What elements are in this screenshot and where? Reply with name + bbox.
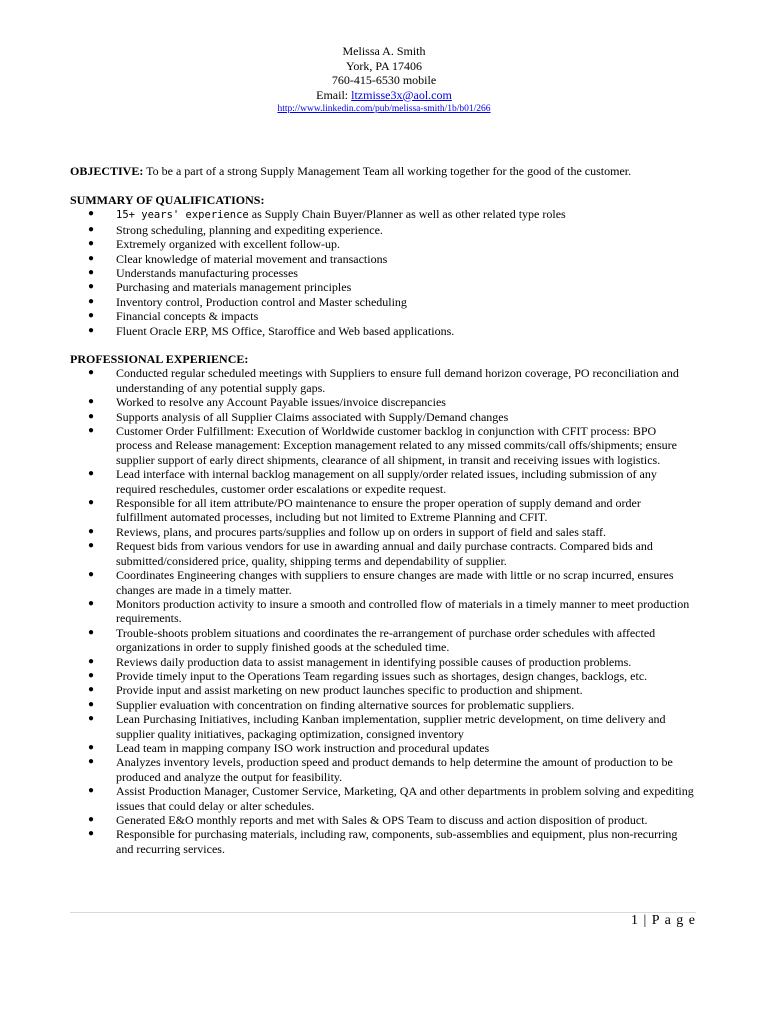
- list-item-text: Customer Order Fulfillment: Execution of Worldwide customer backlog in conjunction with CFIT process: BPO process and Release management: Exception management related to any missed commits/call offs/shipments; ensure supplier support of early direct shipments, clearance of all shipment, in transit and receiving issues with logistics.: [116, 424, 677, 467]
- bullet-icon: ●: [88, 281, 95, 293]
- list-item: [70, 741, 695, 755]
- bullet-icon: ●: [88, 713, 95, 725]
- bullet-icon: ●: [88, 324, 95, 336]
- list-item: [70, 324, 710, 338]
- list-item-text: Reviews daily production data to assist management in identifying possible causes of production problems.: [116, 654, 632, 669]
- list-item: [70, 410, 695, 424]
- list-item: [70, 597, 695, 626]
- resume-header: [0, 44, 768, 115]
- bullet-icon: ●: [88, 367, 95, 379]
- footer-divider: [70, 912, 696, 913]
- list-item-text: Reviews, plans, and procures parts/supplies and follow up on orders in support of field and sales staff.: [116, 524, 607, 539]
- list-item: [70, 539, 695, 568]
- list-item-text: Supplier evaluation with concentration on finding alternative sources for problematic suppliers.: [116, 697, 575, 712]
- list-item: [70, 669, 695, 683]
- list-item: [70, 568, 695, 597]
- bullet-icon: ●: [88, 669, 95, 681]
- objective-section: [70, 164, 710, 178]
- list-item-text: Extremely organized with excellent follow-up.: [116, 237, 341, 252]
- candidate-location: York, PA 17406: [345, 58, 423, 73]
- list-item: [70, 626, 695, 655]
- bullet-icon: ●: [88, 698, 95, 710]
- list-item-text: Conducted regular scheduled meetings with Suppliers to ensure full demand horizon coverage, PO reconciliation and understanding of any potential supply gaps.: [116, 366, 679, 395]
- bullet-icon: ●: [88, 626, 95, 638]
- experience-years: 15+ years' experience: [116, 209, 249, 222]
- list-item-text: Analyzes inventory levels, production speed and product demands to help determine the amount of production to be produced and analyze the output for feasibility.: [116, 755, 673, 784]
- bullet-icon: ●: [88, 497, 95, 509]
- list-item: [70, 683, 695, 697]
- list-item-text: Worked to resolve any Account Payable issues/invoice discrepancies: [116, 395, 446, 410]
- list-item-text: Assist Production Manager, Customer Service, Marketing, QA and other departments in problem solving and expediting issues that could delay or alter schedules.: [116, 784, 694, 813]
- list-item-text: Fluent Oracle ERP, MS Office, Staroffice and Web based applications.: [116, 323, 455, 338]
- list-item: [70, 496, 695, 525]
- list-item-text: Financial concepts & impacts: [116, 309, 259, 324]
- bullet-icon: ●: [88, 310, 95, 322]
- list-item: [70, 424, 695, 467]
- experience-section: [70, 352, 695, 856]
- list-item-text: Lead interface with internal backlog management on all supply/order related issues, including submission of any required reschedules, customer order escalations or expedite request.: [116, 467, 657, 496]
- summary-section: [70, 193, 710, 338]
- list-item-text: Lean Purchasing Initiatives, including Kanban implementation, supplier metric development, on time delivery and supplier quality initiatives, packaging optimization, consigned inventory: [116, 712, 666, 741]
- list-item-text: Provide timely input to the Operations Team regarding issues such as shortages, design changes, backlogs, etc.: [116, 668, 648, 683]
- bullet-icon: ●: [88, 525, 95, 537]
- bullet-icon: ●: [88, 252, 95, 264]
- list-item-text: Request bids from various vendors for use in awarding annual and daily purchase contracts. Compared bids and submitted/considered price, quality, shipping terms and dependability of supplier.: [116, 539, 653, 568]
- list-item: [70, 266, 710, 280]
- linkedin-line: [0, 103, 768, 115]
- bullet-icon: ●: [88, 295, 95, 307]
- summary-items: [70, 223, 710, 338]
- bullet-icon: ●: [88, 540, 95, 552]
- list-item-text: Purchasing and materials management principles: [116, 280, 352, 295]
- bullet-icon: ●: [88, 655, 95, 667]
- objective-text: To be a part of a strong Supply Management Team all working together for the good of the customer.: [143, 164, 632, 178]
- list-item: [70, 366, 695, 395]
- bullet-icon: ●: [88, 785, 95, 797]
- page-number: 1 | P a g e: [631, 913, 696, 928]
- linkedin-link[interactable]: http://www.linkedin.com/pub/melissa-smith/1b/b01/266: [277, 104, 491, 114]
- list-item-text: Understands manufacturing processes: [116, 266, 298, 281]
- list-item: [70, 237, 710, 251]
- list-item-text: Inventory control, Production control and Master scheduling: [116, 294, 407, 309]
- bullet-icon: ●: [88, 597, 95, 609]
- bullet-icon: ●: [88, 828, 95, 840]
- list-item: [70, 655, 695, 669]
- list-item: [70, 395, 695, 409]
- candidate-phone: 760-415-6530 mobile: [331, 73, 437, 87]
- list-item-text: Responsible for all item attribute/PO maintenance to ensure the proper operation of supply demand and order fulfillment automated processes, including but not limited to Extreme Planning and CFIT.: [116, 496, 641, 525]
- candidate-name: Melissa A. Smith: [342, 44, 426, 58]
- list-item-text: Responsible for purchasing materials, including raw, components, sub-assemblies and equipment, plus non-recurring and recurring services.: [116, 827, 678, 856]
- list-item: [70, 784, 695, 813]
- bullet-icon: ●: [88, 569, 95, 581]
- list-item-text: as Supply Chain Buyer/Planner as well as other related type roles: [248, 207, 566, 222]
- bullet-icon: ●: [88, 468, 95, 480]
- list-item: [70, 813, 695, 827]
- list-item: [70, 207, 710, 222]
- experience-list: [70, 366, 695, 856]
- list-item-text: Trouble-shoots problem situations and coordinates the re-arrangement of purchase order schedules with affected organizations in order to supply finished goods at the scheduled time.: [116, 625, 656, 655]
- bullet-icon: ●: [88, 238, 95, 250]
- summary-title: SUMMARY OF QUALIFICATIONS:: [70, 193, 265, 207]
- objective-label: OBJECTIVE:: [70, 164, 144, 178]
- bullet-icon: ●: [88, 223, 95, 235]
- list-item-text: Generated E&O monthly reports and met with Sales & OPS Team to discuss and action disposition of product.: [116, 813, 648, 827]
- list-item: [70, 712, 695, 741]
- bullet-icon: ●: [88, 267, 95, 279]
- list-item: [70, 467, 695, 496]
- email-link[interactable]: ltzmisse3x@aol.com: [351, 87, 452, 102]
- bullet-icon: ●: [88, 756, 95, 768]
- list-item: [70, 755, 695, 784]
- list-item-text: Supports analysis of all Supplier Claims associated with Supply/Demand changes: [116, 409, 509, 424]
- bullet-icon: ●: [88, 396, 95, 408]
- list-item-text: Lead team in mapping company ISO work instruction and procedural updates: [116, 740, 490, 755]
- bullet-icon: ●: [88, 741, 95, 753]
- list-item: [70, 827, 695, 856]
- bullet-icon: ●: [88, 425, 95, 437]
- list-item: [70, 309, 710, 323]
- bullet-icon: ●: [88, 684, 95, 696]
- list-item: [70, 698, 695, 712]
- email-label: Email:: [316, 87, 352, 102]
- experience-title: PROFESSIONAL EXPERIENCE:: [70, 352, 249, 366]
- list-item: [70, 295, 710, 309]
- list-item-text: Clear knowledge of material movement and transactions: [116, 251, 388, 266]
- list-item-text: Coordinates Engineering changes with suppliers to ensure changes are made with little or no scrap incurred, ensures changes are made in a timely matter.: [116, 568, 674, 597]
- list-item: [70, 223, 710, 237]
- bullet-icon: ●: [88, 814, 95, 825]
- list-item: [70, 252, 710, 266]
- list-item: [70, 525, 695, 539]
- candidate-email-line: [0, 88, 768, 103]
- list-item-text: Monitors production activity to insure a smooth and controlled flow of materials in a timely manner to meet production requirements.: [116, 596, 690, 626]
- list-item-text: Provide input and assist marketing on new product launches specific to production and shipment.: [116, 683, 583, 698]
- bullet-icon: ●: [88, 208, 95, 220]
- bullet-icon: ●: [88, 410, 95, 422]
- list-item-text: Strong scheduling, planning and expediting experience.: [116, 222, 383, 237]
- summary-list: [70, 207, 710, 222]
- list-item: [70, 280, 710, 294]
